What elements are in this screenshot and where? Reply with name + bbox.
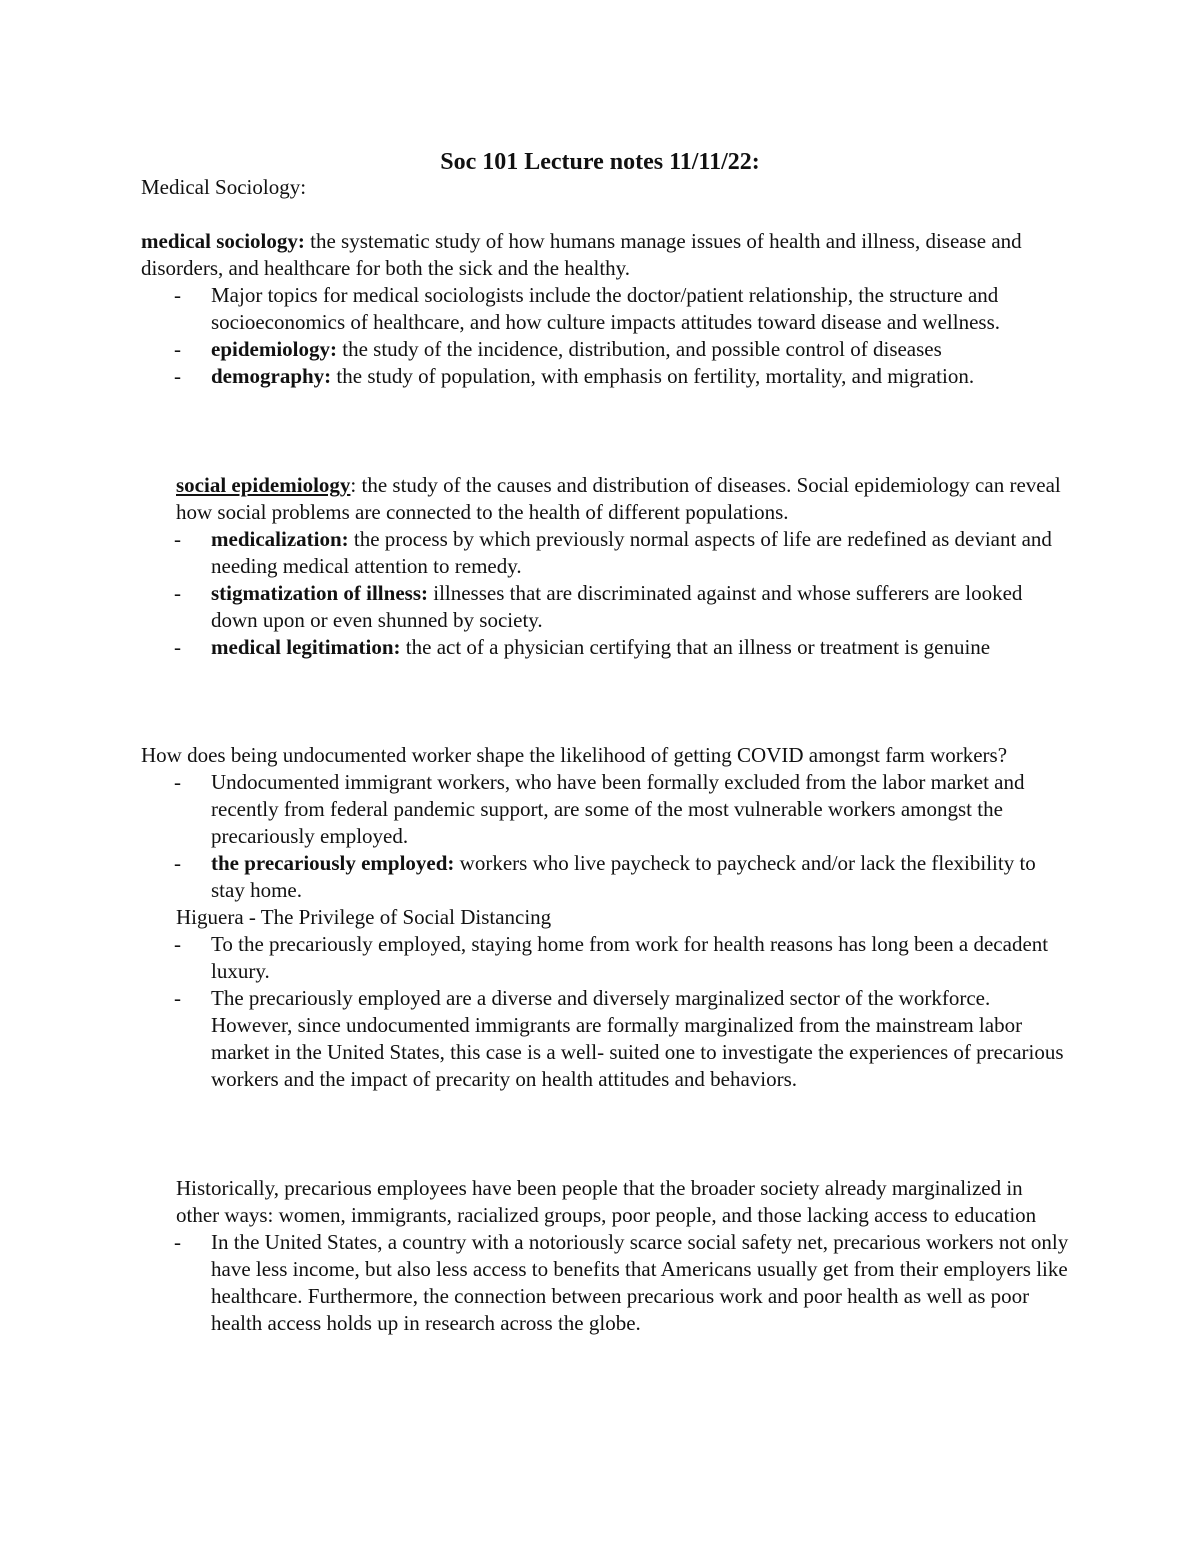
social-epidemiology-bullets [141, 526, 1071, 661]
bullet-text: In the United States, a country with a notoriously scarce social safety net, precarious workers not only have less income, but also less access to benefits that Americans usually get from their employers like healthcare. Furthermore, the connection between precarious work and poor health as well as poor health access holds up in research across the globe. [211, 1230, 1069, 1335]
section-heading: Medical Sociology: [141, 175, 307, 199]
medical-sociology-bullets [141, 282, 1071, 390]
list-item [141, 985, 1071, 1093]
historical-bullets [141, 1229, 1071, 1337]
historical-block [141, 1175, 1071, 1337]
list-item [141, 336, 1071, 363]
covid-question: How does being undocumented worker shape the likelihood of getting COVID amongst farm workers? [141, 743, 1008, 767]
social-epidemiology-block [141, 472, 1071, 661]
definition: the systematic study of how humans manage issues of health and illness, disease and disorders, and healthcare for both the sick and the healthy. [141, 229, 1022, 280]
list-item [141, 634, 1071, 661]
list-item [141, 526, 1071, 580]
bullet-term: medicalization: [211, 527, 349, 551]
social-epidemiology-definition [141, 472, 1071, 526]
bullet-term: the precariously employed: [211, 851, 455, 875]
list-item [141, 769, 1071, 850]
term: social epidemiology [176, 473, 351, 497]
medical-sociology-section [141, 174, 1071, 201]
definition: : the study of the causes and distribution of diseases. Social epidemiology can reveal how social problems are connected to the health of different populations. [176, 473, 1061, 524]
bullet-text: workers who live paycheck to paycheck and/or lack the flexibility to stay home. [211, 851, 1036, 902]
bullet-text: the study of the incidence, distribution, and possible control of diseases [337, 337, 942, 361]
list-item [141, 1229, 1071, 1337]
term: medical sociology: [141, 229, 305, 253]
reading-title: Higuera - The Privilege of Social Distancing [176, 905, 552, 929]
bullet-text: illnesses that are discriminated against and whose sufferers are looked down upon or even shunned by society. [211, 581, 1023, 632]
covid-question-block [141, 742, 1071, 1093]
bullet-text: the study of population, with emphasis on fertility, mortality, and migration. [331, 364, 975, 388]
list-item [141, 363, 1071, 390]
list-item [141, 931, 1071, 985]
bullet-term: demography: [211, 364, 332, 388]
list-item [141, 580, 1071, 634]
list-item [141, 850, 1071, 904]
bullet-term: medical legitimation: [211, 635, 401, 659]
medical-sociology-definition [141, 228, 1071, 282]
bullet-term: epidemiology: [211, 337, 337, 361]
reading-bullets [141, 931, 1071, 1093]
bullet-term: stigmatization of illness: [211, 581, 428, 605]
bullet-text: the act of a physician certifying that an illness or treatment is genuine [400, 635, 991, 659]
bullet-text: Undocumented immigrant workers, who have been formally excluded from the labor market and recently from federal pandemic support, are some of the most vulnerable workers amongst the precariously employed. [211, 770, 1025, 848]
covid-bullets [141, 769, 1071, 904]
list-item [141, 282, 1071, 336]
historical-paragraph: Historically, precarious employees have been people that the broader society already marginalized in other ways: women, immigrants, racialized groups, poor people, and those lacking access to education [176, 1176, 1037, 1227]
bullet-text: The precariously employed are a diverse and diversely marginalized sector of the workforce. However, since undocumented immigrants are formally marginalized from the mainstream labor market in the United States, this case is a well- suited one to investigate the experiences of precarious workers and the impact of precarity on health attitudes and behaviors. [211, 986, 1064, 1091]
bullet-text: To the precariously employed, staying home from work for health reasons has long been a decadent luxury. [211, 932, 1049, 983]
page-title: Soc 101 Lecture notes 11/11/22: [440, 149, 760, 175]
bullet-text: Major topics for medical sociologists include the doctor/patient relationship, the structure and socioeconomics of healthcare, and how culture impacts attitudes toward disease and wellness. [211, 283, 1000, 334]
bullet-text: the process by which previously normal aspects of life are redefined as deviant and needing medical attention to remedy. [211, 527, 1052, 578]
medical-sociology-definition-block [141, 228, 1071, 390]
